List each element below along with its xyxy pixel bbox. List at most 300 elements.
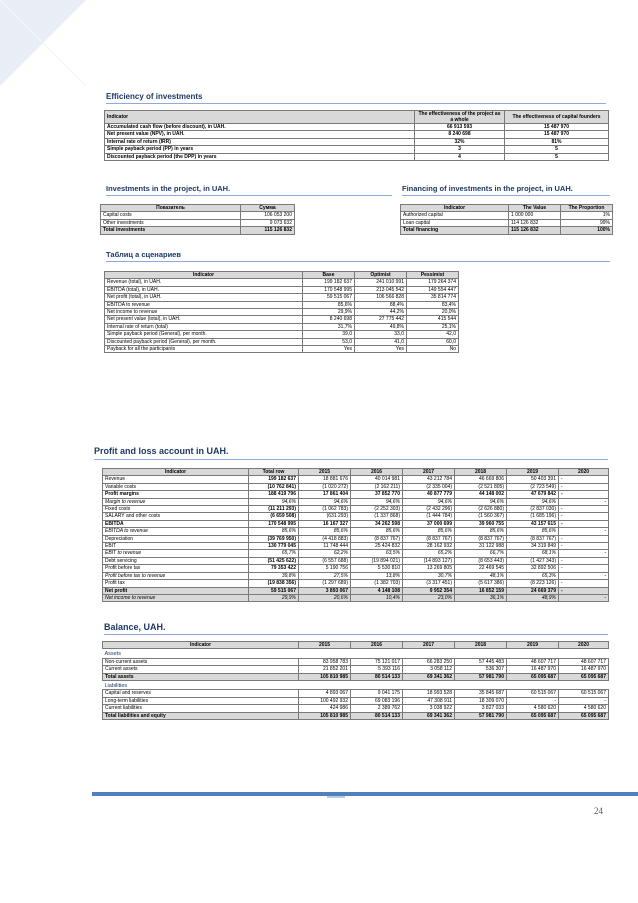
cell: 34 262 598 <box>351 520 403 527</box>
cell: 94,6% <box>351 498 403 505</box>
cell: Profit tax <box>103 580 249 587</box>
cell: (19 894 021) <box>351 557 403 564</box>
cell: 41,0 <box>355 338 407 345</box>
cell: Net present value (NPV), in UAH. <box>105 131 415 138</box>
cell: 29,9% <box>249 594 299 601</box>
cell: 63,5% <box>351 550 403 557</box>
header-cell: Indicator <box>105 111 415 124</box>
cell: 105 810 985 <box>299 712 351 719</box>
cell: 65,7% <box>249 550 299 557</box>
table-row <box>103 543 609 550</box>
cell: 15 487 970 <box>505 124 609 131</box>
cell: Payback for all the participants <box>105 346 303 353</box>
cell: 3 827 033 <box>455 705 507 712</box>
header-cell: Base <box>303 272 355 279</box>
header-cell: Сумма <box>241 205 295 212</box>
table-header-row <box>101 205 295 212</box>
cell: 33,0 <box>355 331 407 338</box>
cell: 40 877 779 <box>403 491 455 498</box>
header-cell: The effectiveness of capital founders <box>505 111 609 124</box>
cell: 85,6% <box>249 528 299 535</box>
cell: (8 837 767) <box>351 535 403 542</box>
cell: (8 837 767) <box>507 535 559 542</box>
header-cell: 2016 <box>351 469 403 476</box>
cell: 65 095 687 <box>559 712 609 719</box>
cell: 3 <box>415 146 505 153</box>
cell: (1 427 343) <box>507 557 559 564</box>
header-cell: Indicator <box>103 642 299 649</box>
cell: - <box>559 572 609 579</box>
cell: (2 432 296) <box>403 506 455 513</box>
cell: - <box>559 483 609 490</box>
table-row <box>105 301 459 308</box>
cell: (3 317 451) <box>403 580 455 587</box>
table-row <box>103 528 609 535</box>
cell: Internal rate of return (total) <box>105 323 303 330</box>
cell: 37 852 770 <box>351 491 403 498</box>
header-cell: 2019 <box>507 469 559 476</box>
cell: 46 669 806 <box>455 476 507 483</box>
table-row <box>103 580 609 587</box>
cell: 44,2% <box>355 309 407 316</box>
cell: Net income to revenue <box>103 594 249 601</box>
header-cell: 2018 <box>455 469 507 476</box>
cell: - <box>559 535 609 542</box>
header-cell: 2016 <box>351 642 403 649</box>
table-row <box>103 483 609 490</box>
cell: 5 530 810 <box>351 565 403 572</box>
footer-bar <box>92 792 638 796</box>
cell: EBITDA <box>103 520 249 527</box>
cell: 35 814 774 <box>407 294 459 301</box>
cell: 188 419 796 <box>249 491 299 498</box>
table-row <box>105 286 459 293</box>
cell: 106 053 200 <box>241 212 295 219</box>
cell: 48 607 717 <box>507 658 559 665</box>
table-row <box>103 572 609 579</box>
cell: - <box>559 528 609 535</box>
table-row <box>103 565 609 572</box>
cell: 106 566 828 <box>355 294 407 301</box>
cell: 11 748 444 <box>299 543 351 550</box>
header-cell: 2020 <box>559 642 609 649</box>
cell: (19 838 356) <box>249 580 299 587</box>
cell: 199 182 637 <box>303 279 355 286</box>
cell: EBITDA (total), in UAH. <box>105 286 303 293</box>
cell: Fixed costs <box>103 506 249 513</box>
cell: 15 487 970 <box>505 131 609 138</box>
table-row <box>103 705 609 712</box>
table-row <box>103 520 609 527</box>
table-row <box>103 535 609 542</box>
cell: 25,1% <box>407 323 459 330</box>
cell: Discounted payback period (the DPP) in years <box>105 153 415 160</box>
cell: 85,6% <box>299 528 351 535</box>
table-row <box>105 346 459 353</box>
cell: 16 487 970 <box>507 666 559 673</box>
cell: Discounted payback period (General), per month. <box>105 338 303 345</box>
investments-table <box>100 204 295 235</box>
cell: 69 341 362 <box>403 712 455 719</box>
cell: 69 083 196 <box>351 697 403 704</box>
table-row <box>103 476 609 483</box>
cell: 170 548 995 <box>249 520 299 527</box>
cell: - <box>507 697 559 704</box>
cell: Simple payback period (General), per month. <box>105 331 303 338</box>
header-cell: Показатель <box>101 205 241 212</box>
cell: (2 521 805) <box>455 483 507 490</box>
cell: 536 307 <box>455 666 507 673</box>
cell: 80 514 133 <box>351 712 403 719</box>
cell: Debt servicing <box>103 557 249 564</box>
cell: Revenue <box>103 476 249 483</box>
cell: Depreciation <box>103 535 249 542</box>
cell: (6 557 688) <box>299 557 351 564</box>
table-total-row <box>401 227 613 234</box>
investments-title-underline <box>106 195 392 196</box>
cell: 53,0 <box>303 338 355 345</box>
cell: (1 382 703) <box>351 580 403 587</box>
header-cell: Total row <box>249 469 299 476</box>
cell: 57 981 790 <box>455 712 507 719</box>
cell: Non-current assets <box>103 658 299 665</box>
cell: EBIT to revenue <box>103 550 249 557</box>
table-row <box>105 146 609 153</box>
cell: 57 445 483 <box>455 658 507 665</box>
table-header-row <box>105 272 459 279</box>
cell: (2 162 211) <box>351 483 403 490</box>
financing-title-underline <box>402 195 610 196</box>
cell: 85,6% <box>351 528 403 535</box>
table-header-row <box>103 642 609 649</box>
scenarios-title-underline <box>106 261 610 262</box>
cell: 8 240 698 <box>415 131 505 138</box>
cell: (8 837 767) <box>455 535 507 542</box>
cell: 28 162 932 <box>403 543 455 550</box>
table-total-row <box>103 673 609 680</box>
section-row-assets <box>103 649 609 658</box>
cell: 130 779 045 <box>249 543 299 550</box>
table-row <box>105 338 459 345</box>
cell: 57 981 790 <box>455 673 507 680</box>
cell: (14 893 127) <box>403 557 455 564</box>
cell: (8 837 767) <box>403 535 455 542</box>
cell: - <box>559 520 609 527</box>
cell: 94,6% <box>249 498 299 505</box>
cell: 47 679 842 <box>507 491 559 498</box>
cell: 9 073 632 <box>241 219 295 226</box>
cell: 43 212 784 <box>403 476 455 483</box>
cell: 4 148 108 <box>351 587 403 594</box>
cell: Loan capital <box>401 219 509 226</box>
cell: (8 223 126) <box>507 580 559 587</box>
cell: 65 095 687 <box>507 673 559 680</box>
cell: 3 038 922 <box>403 705 455 712</box>
cell: 65 095 687 <box>559 673 609 680</box>
header-cell: 2020 <box>559 469 609 476</box>
cell: (8 653 443) <box>455 557 507 564</box>
table-row <box>105 279 459 286</box>
cell: 21 852 201 <box>299 666 351 673</box>
cell: 94,6% <box>299 498 351 505</box>
cell: 9 041 175 <box>351 690 403 697</box>
investments-title: Investments in the project, in UAH. <box>106 184 231 193</box>
cell: 2 389 762 <box>351 705 403 712</box>
cell: 17 861 404 <box>299 491 351 498</box>
cell: 81% <box>505 138 609 145</box>
cell: Net present value (total), in UAH. <box>105 316 303 323</box>
cell: 48,1% <box>455 572 507 579</box>
cell: Capital and reserves <box>103 690 299 697</box>
cell: - <box>559 587 609 594</box>
cell: 4 580 620 <box>559 705 609 712</box>
table-row <box>105 138 609 145</box>
section-label: Assets <box>103 649 609 658</box>
cell: - <box>559 491 609 498</box>
header-cell: 2019 <box>507 642 559 649</box>
cell: 66,7% <box>455 550 507 557</box>
cell: (1 560 367) <box>455 513 507 520</box>
cell: (2 335 004) <box>403 483 455 490</box>
cell: - <box>559 594 609 601</box>
table-row <box>105 124 609 131</box>
cell: (1 337 868) <box>351 513 403 520</box>
cell: 27,5% <box>299 572 351 579</box>
cell: (10 762 841) <box>249 483 299 490</box>
cell: 170 548 995 <box>303 286 355 293</box>
cell: 424 986 <box>299 705 351 712</box>
cell: 99% <box>561 219 613 226</box>
header-cell: The Value <box>509 205 561 212</box>
cell: EBITDA to revenue <box>103 528 249 535</box>
cell: 18 993 528 <box>403 690 455 697</box>
cell: Net profit (total), in UAH. <box>105 294 303 301</box>
financing-table <box>400 204 613 235</box>
cell: Other investments <box>101 219 241 226</box>
cell: 5 190 756 <box>299 565 351 572</box>
header-cell: Optimist <box>355 272 407 279</box>
cell: Net profit <box>103 587 249 594</box>
cell: 94,6% <box>507 498 559 505</box>
cell: (39 769 950) <box>249 535 299 542</box>
cell: 1% <box>561 212 613 219</box>
cell: 65 095 687 <box>507 712 559 719</box>
table-row <box>103 690 609 697</box>
cell: - <box>559 697 609 704</box>
cell: 59 515 067 <box>249 587 299 594</box>
cell: Simple payback period (PP) in years <box>105 146 415 153</box>
table-row <box>105 153 609 160</box>
table-header-row <box>401 205 613 212</box>
cell: Yes <box>303 346 355 353</box>
cell: 3 058 112 <box>403 666 455 673</box>
cell: 5 <box>505 146 609 153</box>
cell: 22 469 545 <box>455 565 507 572</box>
cell: 62,2% <box>299 550 351 557</box>
header-cell: The Proportion <box>561 205 613 212</box>
cell: (2 723 549) <box>507 483 559 490</box>
cell: 47 308 911 <box>403 697 455 704</box>
cell: 88,4% <box>355 301 407 308</box>
cell: 4 <box>415 153 505 160</box>
cell: Profit before tax to revenue <box>103 572 249 579</box>
table-row <box>103 491 609 498</box>
cell: 85,6% <box>303 301 355 308</box>
cell: 66 283 250 <box>403 658 455 665</box>
cell: Total financing <box>401 227 509 234</box>
cell: 39 960 755 <box>455 520 507 527</box>
cell: 49,8% <box>355 323 407 330</box>
cell: (1 062 783) <box>299 506 351 513</box>
scenarios-title: Таблиц а сценариев <box>106 250 181 259</box>
table-row <box>105 323 459 330</box>
table-row <box>103 498 609 505</box>
table-row <box>103 506 609 513</box>
table-row <box>105 131 609 138</box>
cell: 16 487 970 <box>559 666 609 673</box>
cell: 3 893 067 <box>299 587 351 594</box>
cell: 60 515 067 <box>559 690 609 697</box>
cell: Capital costs <box>101 212 241 219</box>
cell: 1 000 000 <box>509 212 561 219</box>
cell: 105 810 985 <box>299 673 351 680</box>
corner-decoration <box>0 0 86 86</box>
cell: - <box>559 506 609 513</box>
header-cell: The effectiveness of the project as a whole <box>415 111 505 124</box>
cell: 4 580 620 <box>507 705 559 712</box>
cell: 115 126 832 <box>509 227 561 234</box>
cell: Long-term liabilities <box>103 697 299 704</box>
cell: 30,7% <box>403 572 455 579</box>
header-cell: 2018 <box>455 642 507 649</box>
cell: - <box>559 557 609 564</box>
cell: 66 913 593 <box>415 124 505 131</box>
cell: 65,3% <box>507 572 559 579</box>
financing-title: Financing of investments in the project, in UAH. <box>402 184 573 193</box>
cell: - <box>559 543 609 550</box>
cell: 79 353 422 <box>249 565 299 572</box>
table-row <box>101 219 295 226</box>
cell: Total assets <box>103 673 299 680</box>
cell: Internal rate of return (IRR) <box>105 138 415 145</box>
cell: Margin to revenue <box>103 498 249 505</box>
pnl-table <box>102 468 609 602</box>
cell: 27 775 442 <box>355 316 407 323</box>
cell: 85,6% <box>455 528 507 535</box>
cell: (4 418 883) <box>299 535 351 542</box>
cell: 9 952 354 <box>403 587 455 594</box>
cell: 94,6% <box>455 498 507 505</box>
cell: Total investments <box>101 227 241 234</box>
cell: 34 319 849 <box>507 543 559 550</box>
cell: Current assets <box>103 666 299 673</box>
cell: (51 425 622) <box>249 557 299 564</box>
cell: 100% <box>561 227 613 234</box>
header-cell: 2015 <box>299 469 351 476</box>
balance-table <box>102 641 609 720</box>
header-cell: Pessimist <box>407 272 459 279</box>
cell: 59 515 067 <box>303 294 355 301</box>
efficiency-table <box>104 110 609 161</box>
cell: Accumulated cash flow (before discount), in UAH. <box>105 124 415 131</box>
table-row <box>401 212 613 219</box>
table-row <box>103 557 609 564</box>
efficiency-title: Efficiency of investments <box>106 92 203 101</box>
header-cell: 2015 <box>299 642 351 649</box>
cell: EBITDA to revenue <box>105 301 303 308</box>
cell: Profit margins <box>103 491 249 498</box>
cell: 94,6% <box>403 498 455 505</box>
cell: 5 393 116 <box>351 666 403 673</box>
cell: - <box>559 565 609 572</box>
header-cell: Indicator <box>401 205 509 212</box>
cell: Variable costs <box>103 483 249 490</box>
cell: (2 252 303) <box>351 506 403 513</box>
cell: 60,0 <box>407 338 459 345</box>
page-number: 24 <box>594 806 603 816</box>
cell: (1 444 784) <box>403 513 455 520</box>
cell: (1 297 689) <box>299 580 351 587</box>
table-row <box>103 550 609 557</box>
cell: 24 669 379 <box>507 587 559 594</box>
table-total-row <box>101 227 295 234</box>
cell: (2 837 030) <box>507 506 559 513</box>
cell: 100 492 932 <box>299 697 351 704</box>
cell: Net income to revenue <box>105 309 303 316</box>
cell: 83,4% <box>407 301 459 308</box>
cell: 213 045 542 <box>355 286 407 293</box>
pnl-title: Profit and loss account in UAH. <box>94 446 229 456</box>
table-row <box>103 666 609 673</box>
header-cell: 2017 <box>403 642 455 649</box>
cell: 43 157 615 <box>507 520 559 527</box>
cell: 16 852 159 <box>455 587 507 594</box>
cell: 20,6% <box>299 594 351 601</box>
cell: (5 617 386) <box>455 580 507 587</box>
cell: - <box>559 580 609 587</box>
cell: 29,9% <box>303 309 355 316</box>
header-cell: Indicator <box>105 272 303 279</box>
pnl-title-underline <box>94 459 608 460</box>
table-row <box>105 294 459 301</box>
cell: 39,8% <box>249 572 299 579</box>
cell: 179 264 374 <box>407 279 459 286</box>
table-row <box>103 587 609 594</box>
cell: - <box>559 476 609 483</box>
cell: Yes <box>355 346 407 353</box>
cell: 32% <box>415 138 505 145</box>
cell: 31,7% <box>303 323 355 330</box>
cell: 48 607 717 <box>559 658 609 665</box>
cell: 149 554 447 <box>407 286 459 293</box>
table-row <box>105 331 459 338</box>
cell: Total liabilities and equity <box>103 712 299 719</box>
cell: 18 309 070 <box>455 697 507 704</box>
cell: - <box>559 550 609 557</box>
cell: EBIT <box>103 543 249 550</box>
cell: 69 341 362 <box>403 673 455 680</box>
cell: 8 240 698 <box>303 316 355 323</box>
cell: 44 148 002 <box>455 491 507 498</box>
header-cell: 2017 <box>403 469 455 476</box>
cell: 114 126 832 <box>509 219 561 226</box>
cell: 18 881 676 <box>299 476 351 483</box>
cell: 85,6% <box>403 528 455 535</box>
cell: 5 <box>505 153 609 160</box>
table-row <box>103 697 609 704</box>
cell: Revenue (total), in UAH. <box>105 279 303 286</box>
cell: SALARY and other costs <box>103 513 249 520</box>
